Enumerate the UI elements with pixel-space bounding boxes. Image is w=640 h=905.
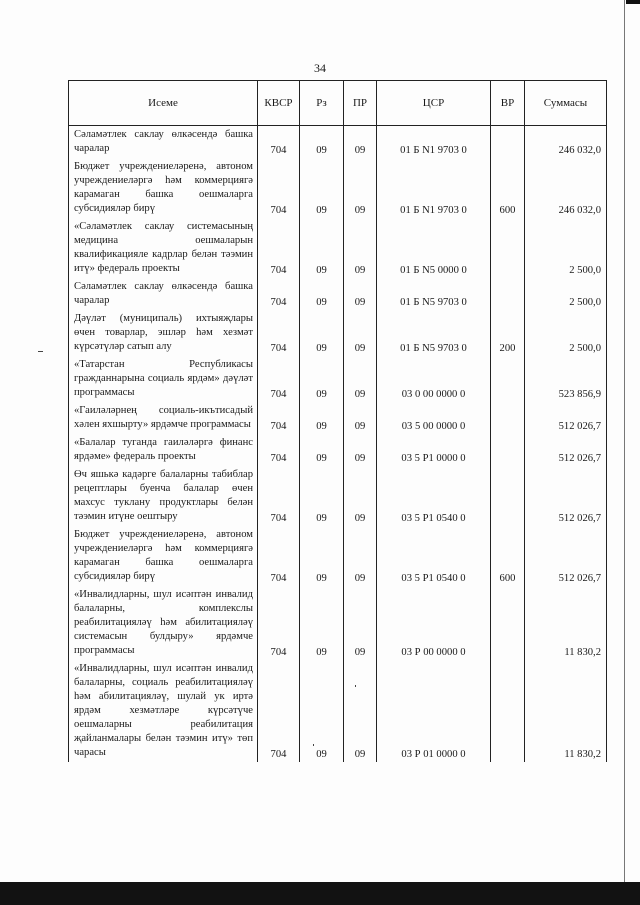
row-csr: 01 Б N1 9703 0 [377, 126, 491, 159]
row-pr: 09 [344, 586, 377, 660]
row-rz: 09 [300, 526, 344, 586]
row-kvsr: 704 [258, 356, 300, 402]
table-header [69, 81, 607, 126]
row-vr [491, 402, 525, 434]
table-row [69, 402, 607, 434]
row-rz: 09 [300, 126, 344, 159]
row-kvsr: 704 [258, 126, 300, 159]
row-vr [491, 218, 525, 278]
row-rz: 09 [300, 158, 344, 218]
table-row [69, 526, 607, 586]
row-rz: 09 [300, 434, 344, 466]
row-vr [491, 434, 525, 466]
row-pr: 09 [344, 660, 377, 762]
row-vr: 600 [491, 526, 525, 586]
row-pr: 09 [344, 310, 377, 356]
row-csr: 03 5 P1 0000 0 [377, 434, 491, 466]
row-rz: 09 [300, 310, 344, 356]
row-pr: 09 [344, 402, 377, 434]
row-name: Өч яшькә кадәрге балаларны табиблар рецептлары буенча балалар өчен махсус туклану продуктлары белән тәэмин итүне оештыру [69, 466, 258, 526]
row-sum: 2 500,0 [525, 310, 607, 356]
row-name: Сәламәтлек саклау өлкәсендә башка чаралар [69, 278, 258, 310]
row-name: «Инвалидларны, шул исәптән инвалид балаларны, комплекслы реабилитацияләү һәм абилитацияләү системасын булдыру» ярдәмче программасы [69, 586, 258, 660]
row-kvsr: 704 [258, 402, 300, 434]
row-pr: 09 [344, 434, 377, 466]
row-sum: 512 026,7 [525, 402, 607, 434]
row-csr: 03 5 00 0000 0 [377, 402, 491, 434]
row-sum: 523 856,9 [525, 356, 607, 402]
row-csr: 03 5 P1 0540 0 [377, 526, 491, 586]
row-rz: 09 [300, 586, 344, 660]
budget-table [68, 80, 607, 762]
row-sum: 11 830,2 [525, 586, 607, 660]
table-row [69, 218, 607, 278]
row-rz: 09 [300, 218, 344, 278]
table-row [69, 434, 607, 466]
row-name: «Сәламәтлек саклау системасының медицина оешмаларын квалификацияле кадрлар белән тәэмин итү» федераль проекты [69, 218, 258, 278]
table-row [69, 310, 607, 356]
table-row [69, 126, 607, 159]
row-pr: 09 [344, 278, 377, 310]
row-name: «Татарстан Республикасы гражданнарына социаль ярдәм» дәүләт программасы [69, 356, 258, 402]
row-kvsr: 704 [258, 434, 300, 466]
row-pr: 09 [344, 126, 377, 159]
row-vr [491, 586, 525, 660]
row-name: Сәламәтлек саклау өлкәсендә башка чаралар [69, 126, 258, 159]
row-csr: 03 0 00 0000 0 [377, 356, 491, 402]
row-kvsr: 704 [258, 660, 300, 762]
row-pr: 09 [344, 466, 377, 526]
row-kvsr: 704 [258, 466, 300, 526]
row-vr [491, 278, 525, 310]
row-name: «Балалар туганда гаиләләргә финанс ярдәме» федераль проекты [69, 434, 258, 466]
row-pr: 09 [344, 356, 377, 402]
scan-bottom-shadow [0, 882, 640, 905]
table-row [69, 278, 607, 310]
row-kvsr: 704 [258, 310, 300, 356]
row-rz: 09 [300, 402, 344, 434]
col-header-name: Исеме [69, 81, 258, 126]
row-vr [491, 466, 525, 526]
row-csr: 01 Б N5 0000 0 [377, 218, 491, 278]
row-name: «Инвалидларны, шул исәптән инвалид балаларны, социаль реабилитацияләү һәм абилитацияләү, шулай ук иртә ярдәм хезмәтләре күрсәтүче оешмаларны реабилитация җайланмалары белән тәэмин итү» төп чарасы [69, 660, 258, 762]
scan-speck [313, 744, 314, 746]
row-pr: 09 [344, 158, 377, 218]
row-sum: 512 026,7 [525, 466, 607, 526]
row-rz: 09 [300, 356, 344, 402]
row-rz: 09 [300, 278, 344, 310]
row-sum: 11 830,2 [525, 660, 607, 762]
row-rz: 09 [300, 466, 344, 526]
row-csr: 03 Р 01 0000 0 [377, 660, 491, 762]
row-kvsr: 704 [258, 526, 300, 586]
scan-corner-shadow [626, 0, 640, 4]
table-row [69, 158, 607, 218]
row-sum: 2 500,0 [525, 218, 607, 278]
col-header-csr: ЦСР [377, 81, 491, 126]
page-number: 34 [314, 61, 326, 75]
row-sum: 246 032,0 [525, 158, 607, 218]
row-pr: 09 [344, 526, 377, 586]
table-row [69, 356, 607, 402]
table-row [69, 586, 607, 660]
row-sum: 246 032,0 [525, 126, 607, 159]
col-header-kvsr: КВСР [258, 81, 300, 126]
row-rz: 09 [300, 660, 344, 762]
row-sum: 2 500,0 [525, 278, 607, 310]
row-kvsr: 704 [258, 218, 300, 278]
row-pr: 09 [344, 218, 377, 278]
row-csr: 03 5 P1 0540 0 [377, 466, 491, 526]
row-name: «Гаиләләрнең социаль-икътисадый хәлен яхшырту» ярдәмче программасы [69, 402, 258, 434]
scan-speck [38, 351, 43, 352]
table-row [69, 660, 607, 762]
table-row [69, 466, 607, 526]
row-kvsr: 704 [258, 586, 300, 660]
row-name: Бюджет учреждениеләренә, автоном учреждениеләргә һәм коммерциягә карамаган башка оешмаларга субсидияләр бирү [69, 158, 258, 218]
row-vr [491, 356, 525, 402]
row-vr: 200 [491, 310, 525, 356]
row-csr: 03 Р 00 0000 0 [377, 586, 491, 660]
col-header-vr: ВР [491, 81, 525, 126]
row-name: Дәүләт (муниципаль) ихтыяҗлары өчен товарлар, эшләр һәм хезмәт күрсәтүләр сатып алу [69, 310, 258, 356]
row-csr: 01 Б N5 9703 0 [377, 278, 491, 310]
row-vr [491, 660, 525, 762]
col-header-sum: Суммасы [525, 81, 607, 126]
row-kvsr: 704 [258, 278, 300, 310]
row-sum: 512 026,7 [525, 434, 607, 466]
row-csr: 01 Б N5 9703 0 [377, 310, 491, 356]
scan-speck [355, 685, 356, 687]
col-header-pr: ПР [344, 81, 377, 126]
scan-page-edge [624, 0, 625, 905]
row-vr: 600 [491, 158, 525, 218]
row-kvsr: 704 [258, 158, 300, 218]
col-header-rz: Рз [300, 81, 344, 126]
row-vr [491, 126, 525, 159]
row-sum: 512 026,7 [525, 526, 607, 586]
row-csr: 01 Б N1 9703 0 [377, 158, 491, 218]
row-name: Бюджет учреждениеләренә, автоном учреждениеләргә һәм коммерциягә карамаган башка оешмаларга субсидияләр бирү [69, 526, 258, 586]
